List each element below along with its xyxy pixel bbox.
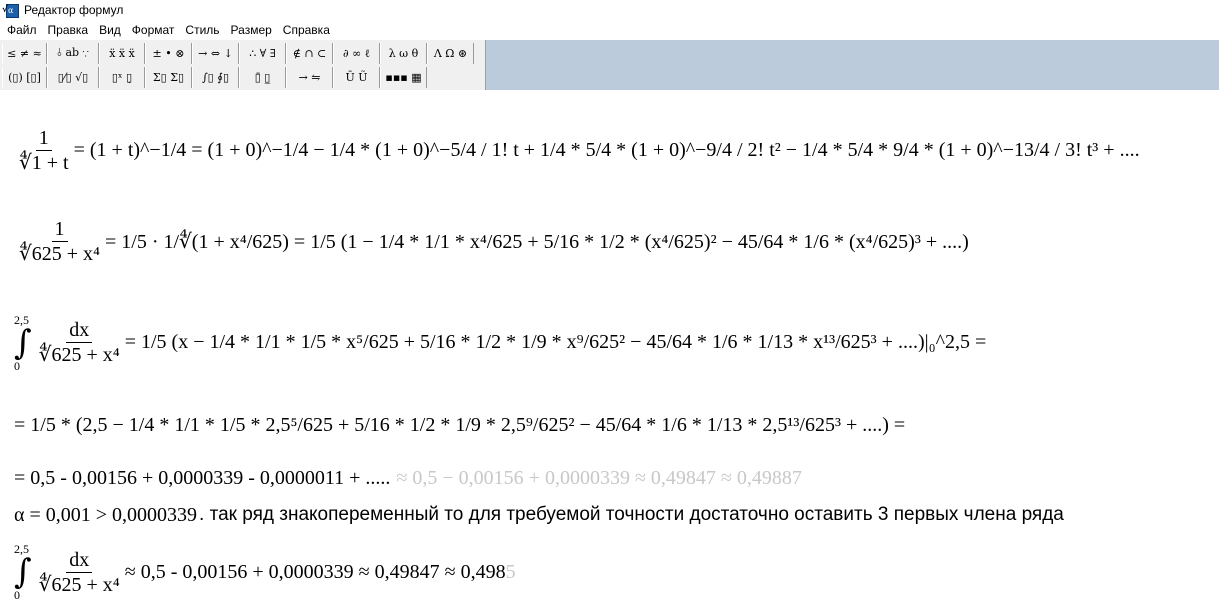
toolbar-area <box>0 40 1219 90</box>
window-title: Редактор формул <box>24 3 124 17</box>
integral-upper-limit: 2,5 <box>14 312 29 327</box>
lhs-numerator: 1 <box>36 126 52 151</box>
matrices-palette-button[interactable]: ▪▪▪ ▦ <box>380 67 427 88</box>
lhs-denominator: ∜625 + x⁴ <box>19 242 100 265</box>
integrand-numerator: dx <box>66 548 92 573</box>
scripts-palette-button[interactable]: ▯ˣ ▯̣ <box>99 67 145 88</box>
products-palette-button[interactable]: Ū Ũ <box>333 67 380 88</box>
series-expansion-2: = 1/5 · 1/∜(1 + x⁴/625) = 1/5 (1 − 1/4 * 1/1 * x⁴/625 + 5/16 * 1/2 * (x⁴/625)² − 45/64 * 1/6 * (x⁴/625)³ + ....) <box>105 230 969 253</box>
integrals-palette-button[interactable]: ∫▯ ∮▯ <box>192 67 239 88</box>
integrand-denominator: ∜625 + x⁴ <box>38 573 120 596</box>
explanation-text: . так ряд знакопеременный то для требуемой точности достаточно оставить 3 первых члена ряда <box>199 504 1064 525</box>
final-result: ≈ 0,5 - 0,00156 + 0,0000339 ≈ 0,49847 ≈ 0,498 <box>124 560 506 583</box>
symbol-palette-row <box>2 41 474 65</box>
arrows-palette-button[interactable]: → ⇔ ↓ <box>192 43 239 64</box>
equation-editor-icon: √ α <box>2 3 18 17</box>
partial-sum-5: = 0,5 - 0,00156 + 0,0000339 - 0,0000011 + ..... <box>14 466 391 489</box>
formula-line-4 <box>14 395 905 455</box>
integral-upper-limit: 2,5 <box>14 542 29 556</box>
integral-3 <box>14 314 32 372</box>
logic-palette-button[interactable]: ∴ ∀ ∃ <box>239 43 286 64</box>
formula-canvas[interactable] <box>0 90 1219 607</box>
accuracy-condition: α = 0,001 > 0,0000339 <box>14 503 198 526</box>
integrand-fraction-7 <box>36 548 123 597</box>
relations-palette-button[interactable]: ≤ ≠ ≈ <box>2 43 47 64</box>
menu-style[interactable]: Стиль <box>185 23 220 37</box>
integral-sign-icon: ∫ <box>14 552 32 592</box>
greek-upper-palette-button[interactable]: Λ Ω ⊛ <box>427 43 474 64</box>
formula-line-5 <box>14 465 802 491</box>
misc-palette-button[interactable]: ∂ ∞ ℓ <box>333 43 380 64</box>
formula-line-1 <box>14 120 1140 180</box>
formula-line-7 <box>14 538 516 606</box>
template-palette-row <box>2 65 427 89</box>
fences-palette-button[interactable]: (▯) [▯] <box>2 67 47 88</box>
menu-file[interactable]: Файл <box>7 23 37 37</box>
spaces-palette-button[interactable]: ⫰ ab ∵ <box>47 43 99 64</box>
symbol-toolbar <box>0 40 486 90</box>
lhs-fraction-1 <box>16 126 72 175</box>
integrand-fraction-3 <box>36 318 123 367</box>
lhs-fraction-2 <box>16 217 103 266</box>
faint-digit: 5 <box>505 560 516 583</box>
integrated-series-3: = 1/5 (x − 1/4 * 1/1 * 1/5 * x⁵/625 + 5/16 * 1/2 * 1/9 * x⁹/625² − 45/64 * 1/6 * 1/13 * x¹³/625³ + ....)|₀^2,5 = <box>124 331 987 353</box>
formula-line-3 <box>14 305 986 380</box>
menu-bar <box>0 20 1219 40</box>
numeric-series-4: = 1/5 * (2,5 − 1/4 * 1/1 * 1/5 * 2,5⁵/625 + 5/16 * 1/2 * 1/9 * 2,5⁹/625² − 45/64 * 1/6 * 1/13 * 2,5¹³/625³ + ....) = <box>14 413 906 436</box>
faint-overlay-5: ≈ 0,5 − 0,00156 + 0,0000339 ≈ 0,49847 ≈ 0,49887 <box>396 466 802 489</box>
integrand-numerator: dx <box>66 318 92 343</box>
formula-line-2 <box>14 195 969 287</box>
sets-palette-button[interactable]: ∉ ∩ ⊂ <box>286 43 333 64</box>
integral-lower-limit: 0 <box>14 358 20 373</box>
menu-edit[interactable]: Правка <box>47 23 89 37</box>
fractions-radicals-palette-button[interactable]: ▯⁄▯ √▯ <box>47 67 99 88</box>
labeled-arrows-palette-button[interactable]: → ⇋ <box>286 67 333 88</box>
operators-palette-button[interactable]: ± • ⊗ <box>145 43 192 64</box>
menu-format[interactable]: Формат <box>131 23 175 37</box>
formula-line-6 <box>14 502 1064 528</box>
integrand-denominator: ∜625 + x⁴ <box>38 344 120 366</box>
integral-7 <box>14 543 32 601</box>
menu-help[interactable]: Справка <box>282 23 330 37</box>
lhs-numerator: 1 <box>52 217 68 242</box>
integral-sign-icon: ∫ <box>14 322 32 363</box>
series-expansion-1: = (1 + t)^−1/4 = (1 + 0)^−1/4 − 1/4 * (1 + 0)^−5/4 / 1! t + 1/4 * 5/4 * (1 + 0)^−9/4 / 2! t² − 1/4 * 5/4 * 9/4 * (1 + 0)^−13/4 / 3! t³ + .... <box>73 138 1140 161</box>
menu-size[interactable]: Размер <box>230 23 272 37</box>
integral-lower-limit: 0 <box>14 588 20 602</box>
bars-palette-button[interactable]: ▯̄ ▯̲ <box>239 67 286 88</box>
sums-palette-button[interactable]: Σ▯ Σ▯ <box>145 67 192 88</box>
greek-lower-palette-button[interactable]: λ ω θ <box>380 43 427 64</box>
title-bar <box>0 0 1219 20</box>
embellishments-palette-button[interactable]: ẍ ẍ ẍ <box>99 43 145 64</box>
lhs-denominator: ∜1 + t <box>19 151 69 174</box>
menu-view[interactable]: Вид <box>99 23 121 37</box>
